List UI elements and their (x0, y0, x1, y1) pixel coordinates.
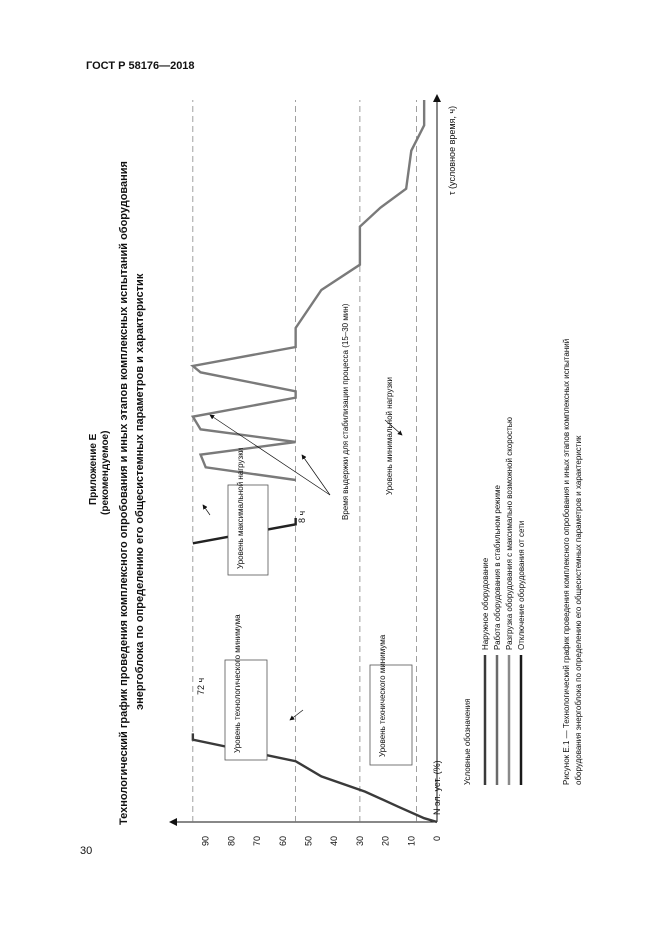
figure-caption-2: оборудования энергоблока по определению его общесистемных параметров и характеристик (574, 435, 583, 785)
y-tick-label: 0 (432, 836, 442, 842)
appendix-subtitle: (рекомендуемое) (100, 430, 111, 515)
heading-line-1: Технологический график проведения комплексного опробования и иных этапов комплексных испытаний оборудования (118, 161, 130, 825)
figure-caption-1: Рисунок Е.1 — Технологический график проведения комплексного опробования и иных этапов комплексных испытаний (562, 338, 571, 785)
y-tick-label: 40 (329, 836, 340, 847)
label-tech-min: Уровень технологического минимума (233, 614, 242, 753)
y-tick-label: 30 (354, 836, 365, 847)
y-ticks (201, 836, 442, 846)
y-tick-label: 80 (226, 836, 237, 847)
label-technical-min: Уровень технического минимума (378, 634, 387, 757)
y-tick-label: 10 (406, 836, 417, 847)
page-number: 30 (80, 845, 93, 857)
time-mark-72h: 72 ч (196, 677, 206, 695)
label-min-load: Уровень минимальной нагрузки (385, 376, 394, 495)
x-axis-label: τ (условное время, ч) (447, 105, 457, 195)
y-tick-label: 70 (252, 836, 263, 847)
box-max-load (228, 485, 268, 575)
legend-item-0: Наружное оборудование (481, 557, 490, 650)
legend-item-2: Разгрузка оборудования с максимально возможной скоростью (505, 417, 514, 650)
heading-line-2: энергоблока по определению его общесистемных параметров и характеристик (134, 273, 146, 710)
legend-title: Условные обозначения (463, 698, 472, 785)
legend-item-3: Отключение оборудования от сети (517, 520, 526, 650)
y-tick-label: 90 (200, 836, 211, 847)
legend (463, 417, 526, 785)
y-axis-label: N эл. уст. (%) (432, 760, 442, 815)
time-mark-8h: 8 ч (297, 510, 307, 523)
chart (170, 95, 457, 846)
annotation-hold-time: Время выдержки для стабилизации процесса (15–30 мин) (341, 303, 350, 520)
box-tech-min (225, 660, 267, 760)
y-tick-label: 50 (303, 836, 314, 847)
y-tick-label: 60 (277, 836, 288, 847)
y-tick-label: 20 (380, 836, 391, 847)
label-max-load: Уровень максимальной нагрузки (236, 447, 245, 569)
appendix-title: Приложение Е (88, 433, 99, 505)
box-technical-min (370, 665, 412, 765)
standard-number: ГОСТ Р 58176—2018 (86, 60, 195, 72)
legend-item-1: Работа оборудования в стабильном режиме (493, 485, 502, 650)
